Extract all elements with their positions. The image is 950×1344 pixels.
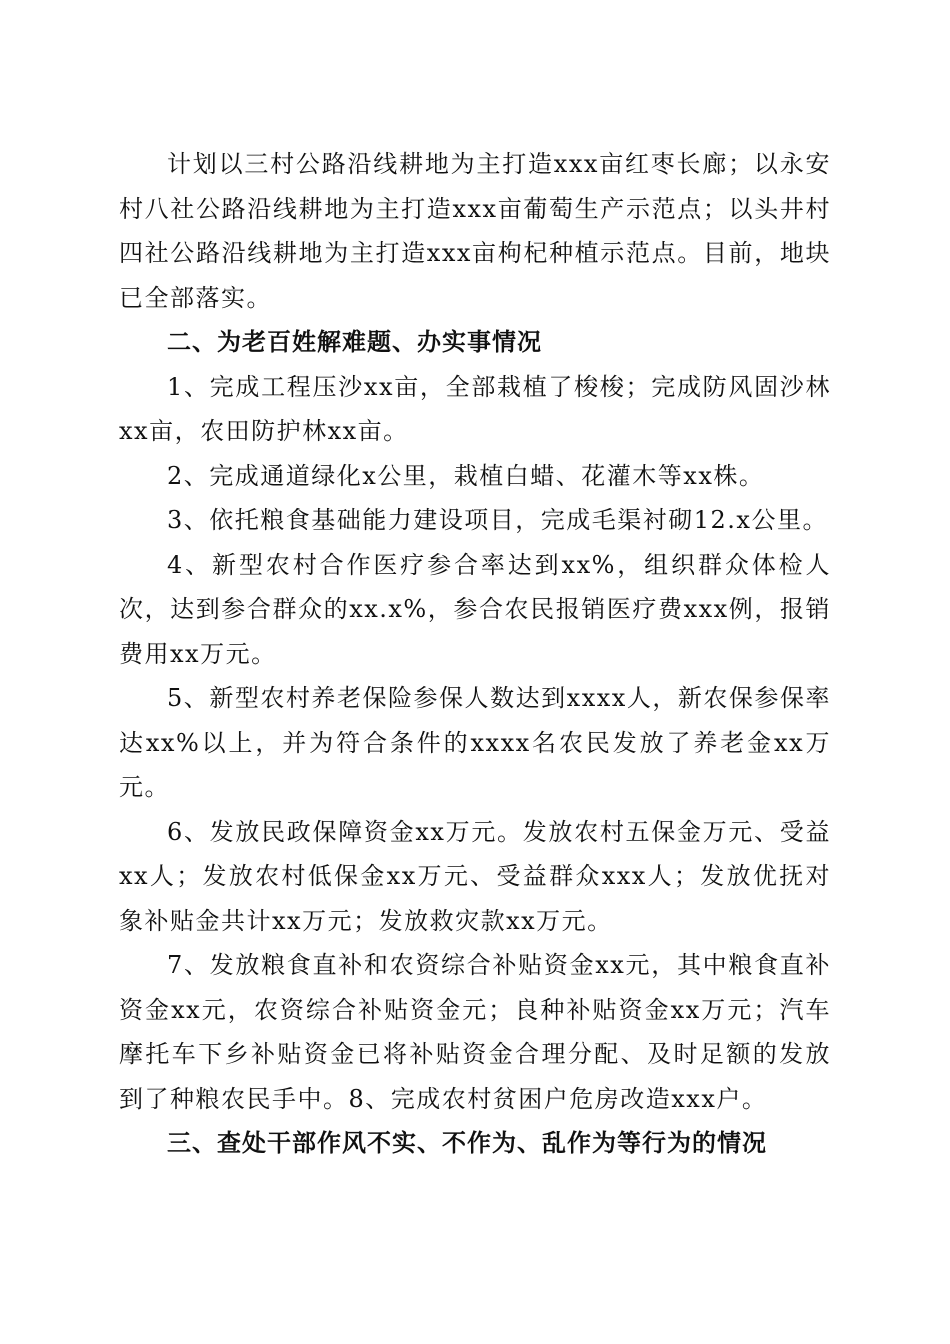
paragraph-land-plan: 计划以三村公路沿线耕地为主打造xxx亩红枣长廊；以永安村八社公路沿线耕地为主打造xxx亩葡萄生产示范点；以头井村四社公路沿线耕地为主打造xxx亩枸杞种植示范点。目前，地块已全部落实。 (119, 150, 831, 312)
section-heading-3: 三、查处干部作风不实、不作为、乱作为等行为的情况 (167, 1129, 767, 1157)
paragraph-item-2: 2、完成通道绿化x公里，栽植白蜡、花灌木等xx株。 (167, 461, 765, 490)
document-body (119, 142, 831, 1166)
paragraph-item-5: 5、新型农村养老保险参保人数达到xxxx人，新农保参保率达xx%以上，并为符合条件的xxxx名农民发放了养老金xx万元。 (119, 684, 831, 801)
paragraph-item-3: 3、依托粮食基础能力建设项目，完成毛渠衬砌12.x公里。 (167, 506, 828, 534)
paragraph-item-4: 4、新型农村合作医疗参合率达到xx%，组织群众体检人次，达到参合群众的xx.x%，参合农民报销医疗费xxx例，报销费用xx万元。 (119, 550, 831, 668)
paragraph-item-1: 1、完成工程压沙xx亩，全部栽植了梭梭；完成防风固沙林xx亩，农田防护林xx亩。 (119, 372, 831, 445)
section-heading-2: 二、为老百姓解难题、办实事情况 (167, 328, 542, 356)
paragraph-item-7: 7、发放粮食直补和农资综合补贴资金xx元，其中粮食直补资金xx元，农资综合补贴资金元；良种补贴资金xx万元；汽车摩托车下乡补贴资金已将补贴资金合理分配、及时足额的发放到了种粮农民手中。8、完成农村贫困户危房改造xxx户。 (119, 951, 831, 1113)
paragraph-item-6: 6、发放民政保障资金xx万元。发放农村五保金万元、受益xx人；发放农村低保金xx万元、受益群众xxx人；发放优抚对象补贴金共计xx万元；发放救灾款xx万元。 (119, 817, 831, 935)
